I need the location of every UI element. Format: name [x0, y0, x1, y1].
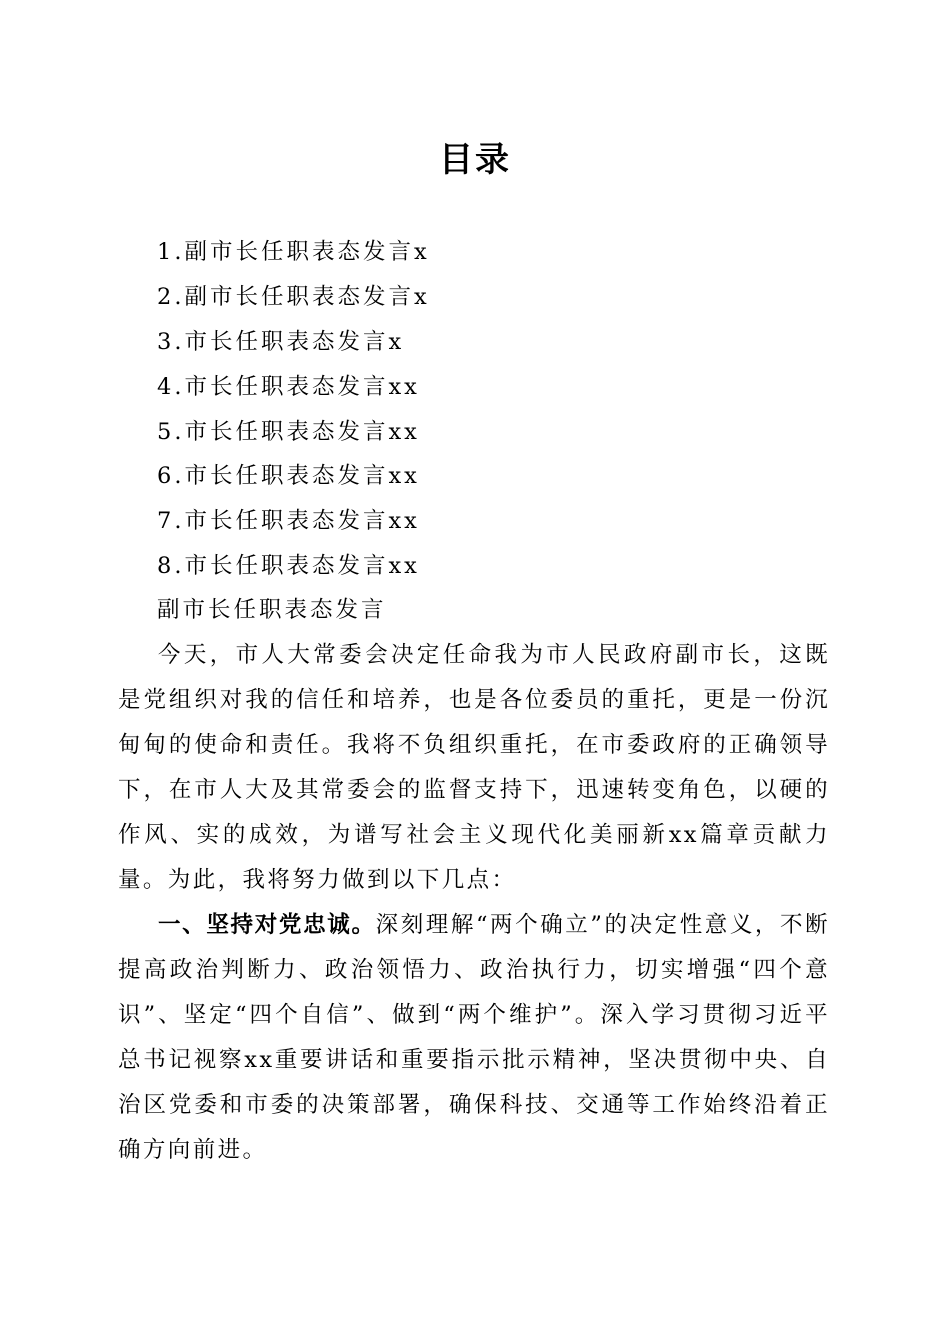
- toc-item: 3.市长任职表态发言x: [157, 328, 405, 355]
- toc-item: 1.副市长任职表态发言x: [157, 239, 430, 265]
- paragraph-body-text: 深刻理解“两个确立”的决定性意义，不断提高政治判断力、政治领悟力、政治执行力，切实增强“四个意识”、坚定“四个自信”、做到“两个维护”。深入学习贯彻习近平总书记视察xx重要讲话和重要指示批示精神，坚决贯彻中央、自治区党委和市委的决策部署，确保科技、交通等工作始终沿着正确方向前进。: [118, 912, 830, 1163]
- section-title: 副市长任职表态发言: [157, 597, 387, 623]
- body-paragraph: 今天，市人大常委会决定任命我为市人民政府副市长，这既是党组织对我的信任和培养，也是各位委员的重托，更是一份沉甸甸的使命和责任。我将不负组织重托，在市委政府的正确领导下，在市人大及其常委会的监督支持下，迅速转变角色，以硬的作风、实的成效，为谱写社会主义现代化美丽新xx篇章贡献力量。为此，我将努力做到以下几点：: [118, 642, 830, 893]
- toc-item: 4.市长任职表态发言xx: [157, 373, 420, 400]
- paragraph-lead-heading: 一、坚持对党忠诚。: [158, 912, 376, 938]
- toc-item: 8.市长任职表态发言xx: [157, 553, 420, 580]
- body-paragraph: [118, 903, 830, 1172]
- toc-item: 5.市长任职表态发言xx: [157, 418, 420, 445]
- page-title: 目录: [439, 140, 511, 180]
- toc-item: 6.市长任职表态发言xx: [157, 463, 420, 490]
- table-of-contents: [157, 230, 430, 589]
- toc-item: 7.市长任职表态发言xx: [157, 508, 420, 535]
- toc-item: 2.副市长任职表态发言x: [157, 283, 430, 310]
